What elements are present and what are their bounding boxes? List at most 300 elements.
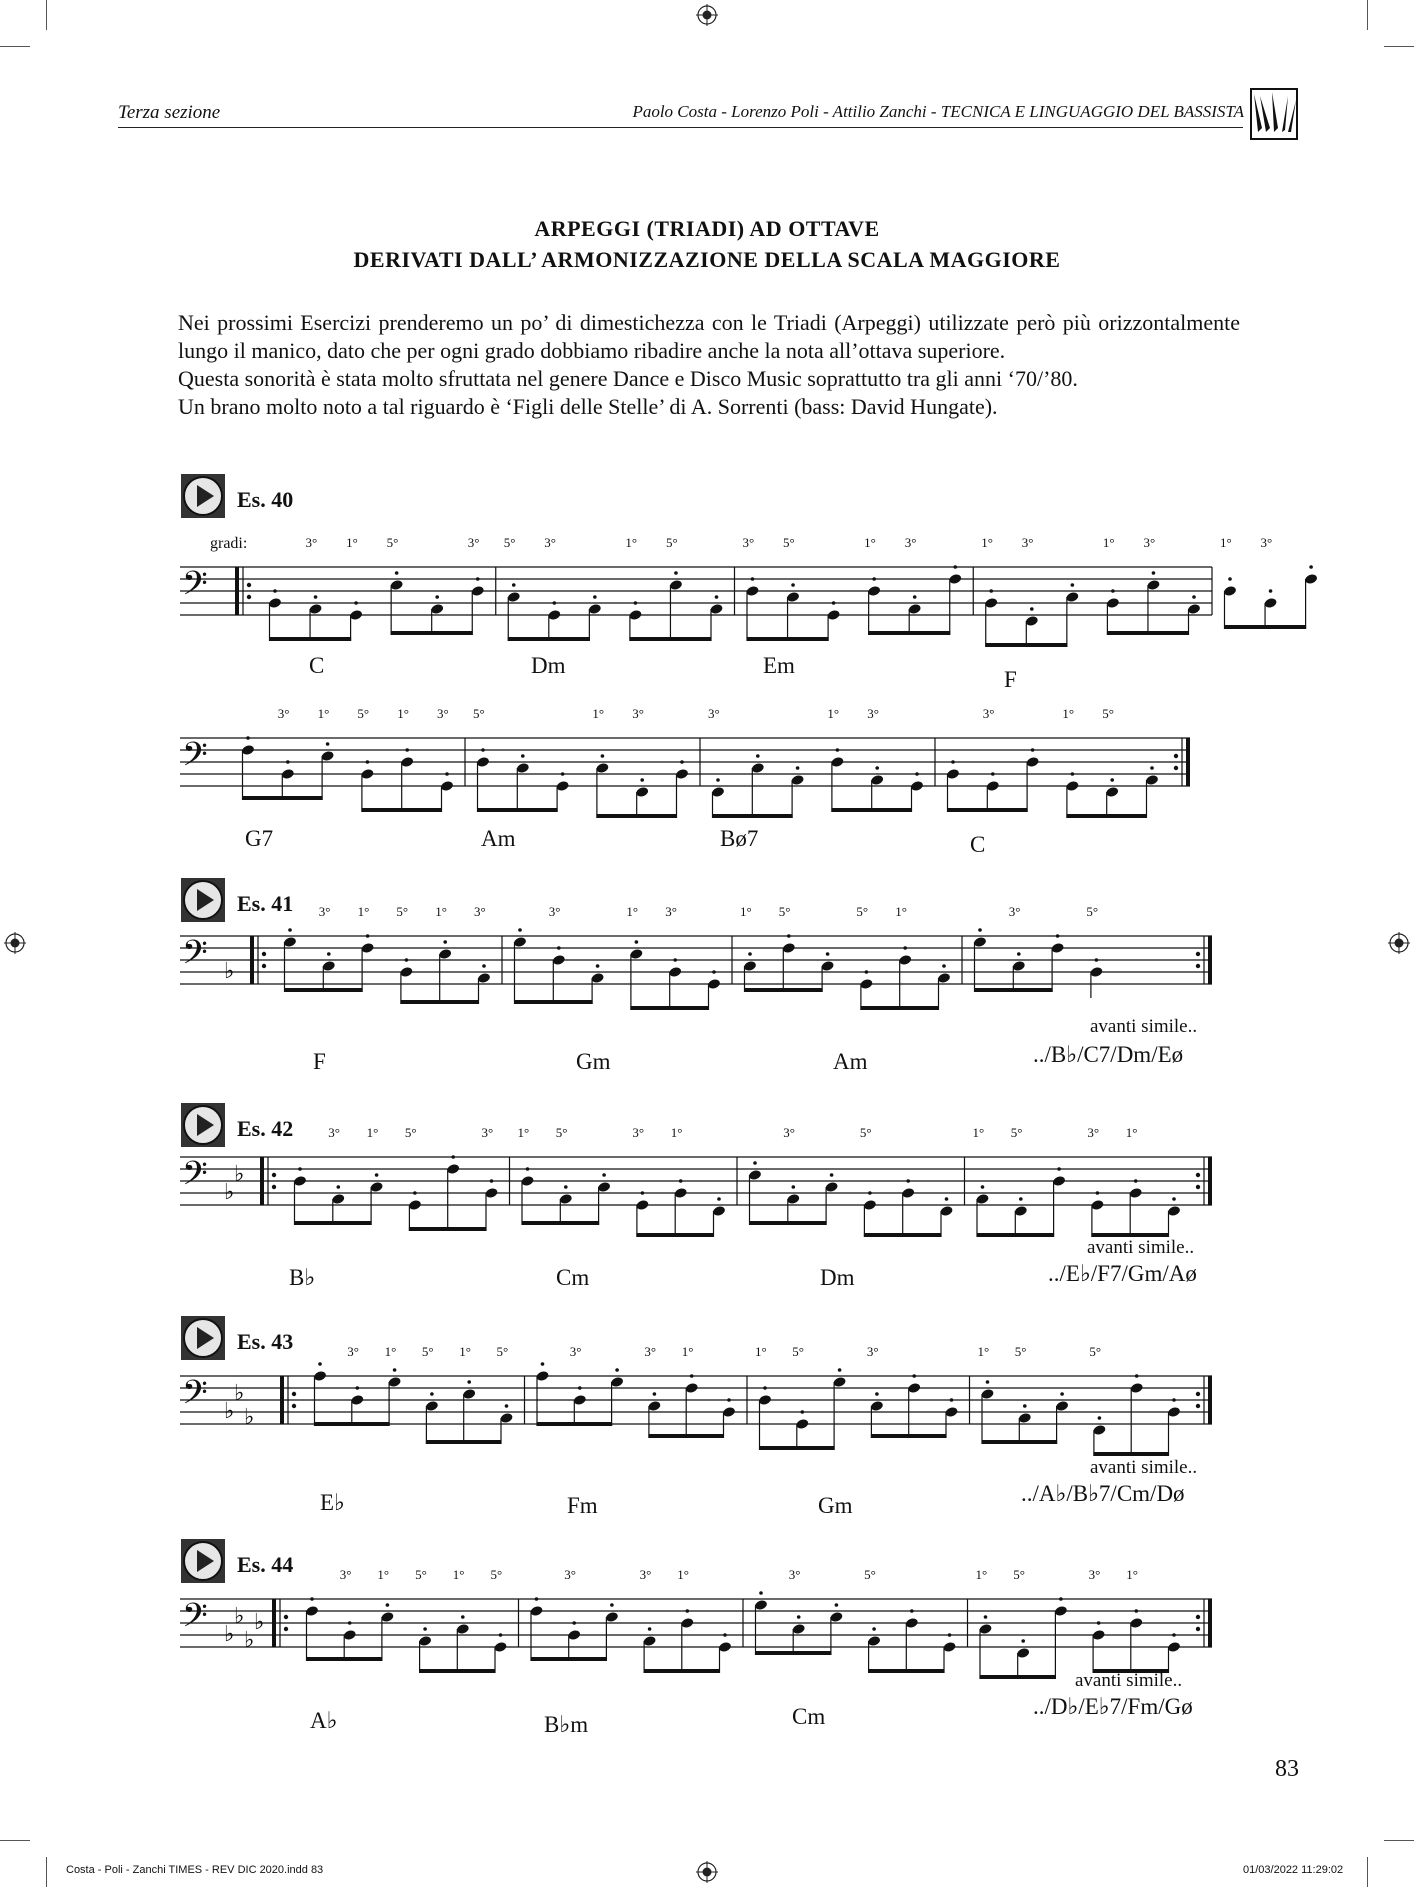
staccato-dot bbox=[314, 595, 318, 599]
staccato-dot bbox=[912, 1374, 916, 1378]
degree-label: 3° bbox=[632, 706, 644, 721]
staccato-dot bbox=[467, 1380, 471, 1384]
repeat-dot bbox=[272, 1173, 276, 1177]
staccato-dot bbox=[991, 772, 995, 776]
staccato-dot bbox=[716, 778, 720, 782]
beam bbox=[391, 631, 473, 635]
beam bbox=[409, 1227, 487, 1231]
repeat-dot bbox=[1196, 1627, 1200, 1631]
staccato-dot bbox=[288, 928, 292, 932]
beam bbox=[871, 1434, 947, 1438]
staccato-dot bbox=[1030, 607, 1034, 611]
repeat-dot bbox=[262, 964, 266, 968]
staccato-dot bbox=[318, 1362, 322, 1366]
staccato-dot bbox=[981, 1185, 985, 1189]
degree-label: 3° bbox=[1143, 535, 1156, 550]
staccato-dot bbox=[679, 1179, 683, 1183]
staccato-dot bbox=[838, 1368, 842, 1372]
crop-mark bbox=[1384, 1840, 1414, 1841]
staccato-dot bbox=[801, 1410, 805, 1414]
staccato-dot bbox=[872, 1627, 876, 1631]
degree-label: 1° bbox=[864, 535, 876, 550]
degree-label: 1° bbox=[977, 1344, 990, 1359]
degree-label: 5° bbox=[357, 706, 370, 721]
music-staff bbox=[180, 1127, 1230, 1227]
exercise-label: Es. 42 bbox=[237, 1116, 294, 1141]
degree-label: 3° bbox=[783, 1125, 796, 1140]
repeat-dot bbox=[1196, 1615, 1200, 1619]
staccato-dot bbox=[386, 1603, 390, 1607]
beam bbox=[747, 637, 829, 641]
staccato-dot bbox=[953, 565, 957, 569]
staccato-dot bbox=[337, 1185, 341, 1189]
staccato-dot bbox=[1098, 1416, 1102, 1420]
repeat-dot bbox=[284, 1627, 288, 1631]
exercise-label: Es. 40 bbox=[237, 487, 294, 512]
key-flat-icon: ♭ bbox=[244, 1628, 255, 1653]
staccato-dot bbox=[727, 1398, 731, 1402]
staccato-dot bbox=[950, 1398, 954, 1402]
degree-label: 1° bbox=[397, 706, 409, 721]
chord-symbol: Em bbox=[763, 653, 795, 678]
chord-symbol: F bbox=[1004, 667, 1017, 692]
staccato-dot bbox=[430, 1392, 434, 1396]
chord-progression: ../B♭/C7/Dm/Eø bbox=[1033, 1042, 1184, 1067]
degree-label: 1° bbox=[452, 1567, 465, 1582]
print-slug-date: 01/03/2022 11:29:02 bbox=[1243, 1864, 1344, 1876]
staccato-dot bbox=[1057, 1167, 1061, 1171]
beam bbox=[712, 814, 793, 818]
staccato-dot bbox=[796, 766, 800, 770]
staccato-dot bbox=[915, 772, 919, 776]
staccato-dot bbox=[875, 1392, 879, 1396]
staccato-dot bbox=[578, 1386, 582, 1390]
bass-clef-icon: 𝄢 bbox=[182, 565, 208, 611]
repeat-end-thick-bar bbox=[1208, 936, 1212, 984]
staccato-dot bbox=[1095, 958, 1099, 962]
staccato-dot bbox=[405, 958, 409, 962]
staccato-dot bbox=[748, 952, 752, 956]
degree-label: 3° bbox=[437, 706, 449, 721]
staccato-dot bbox=[481, 748, 485, 752]
degree-label: 3° bbox=[904, 535, 917, 550]
intro-text bbox=[178, 309, 1240, 421]
beam bbox=[1066, 814, 1147, 818]
staccato-dot bbox=[354, 601, 358, 605]
degree-label: 5° bbox=[490, 1567, 503, 1582]
intro-paragraph-1: Nei prossimi Esercizi prenderemo un po’ di dimestichezza con le Triadi (Arpeggi) utilizzate però più orizzontalmente lungo il manico, dato che per ogni grado dobbiamo ribadire anche la nota all’ottava superiore. bbox=[178, 310, 1240, 363]
degree-label: 1° bbox=[1062, 706, 1075, 721]
staccato-dot bbox=[1269, 589, 1273, 593]
degree-label: 1° bbox=[625, 535, 638, 550]
degree-label: 3° bbox=[474, 904, 486, 919]
staccato-dot bbox=[751, 577, 755, 581]
degree-label: 5° bbox=[415, 1567, 427, 1582]
crop-mark bbox=[46, 0, 47, 30]
music-staff bbox=[180, 906, 1230, 1006]
repeat-dot bbox=[247, 595, 251, 599]
repeat-dot bbox=[1174, 766, 1178, 770]
degree-label: 1° bbox=[981, 535, 993, 550]
repeat-dot bbox=[1196, 1392, 1200, 1396]
degree-label: 1° bbox=[972, 1125, 985, 1140]
beam bbox=[314, 1422, 390, 1426]
staccato-dot bbox=[903, 946, 907, 950]
repeat-dot bbox=[272, 1185, 276, 1189]
degree-label: 5° bbox=[1086, 904, 1099, 919]
key-flat-icon: ♭ bbox=[224, 1622, 235, 1647]
beam bbox=[596, 814, 677, 818]
staccato-dot bbox=[445, 772, 449, 776]
staccato-dot bbox=[1152, 571, 1156, 575]
degree-label: 5° bbox=[396, 904, 409, 919]
avanti-simile: avanti simile.. bbox=[1090, 1457, 1198, 1478]
repeat-dot bbox=[1196, 964, 1200, 968]
beam bbox=[648, 1434, 724, 1438]
intro-paragraph-2: Questa sonorità è stata molto sfruttata nel genere Dance e Disco Music soprattutto tra gli anni ‘70/’80. bbox=[178, 366, 1078, 391]
repeat-end-thick-bar bbox=[1208, 1376, 1212, 1424]
staccato-dot bbox=[948, 1633, 952, 1637]
beam bbox=[1107, 631, 1189, 635]
staccato-dot bbox=[246, 736, 250, 740]
degree-label: 5° bbox=[496, 1344, 509, 1359]
staccato-dot bbox=[1071, 583, 1075, 587]
repeat-dot bbox=[1196, 1185, 1200, 1189]
crop-mark bbox=[0, 1840, 30, 1841]
beam bbox=[759, 1446, 835, 1450]
beam bbox=[755, 1651, 831, 1655]
beam bbox=[982, 1440, 1058, 1444]
repeat-dot bbox=[1196, 952, 1200, 956]
degree-label: 3° bbox=[708, 706, 720, 721]
beam bbox=[980, 1675, 1056, 1679]
staccato-dot bbox=[476, 577, 480, 581]
staccato-dot bbox=[1110, 778, 1114, 782]
staccato-dot bbox=[826, 952, 830, 956]
bass-clef-icon: 𝄢 bbox=[182, 1155, 208, 1201]
staccato-dot bbox=[1097, 1621, 1101, 1625]
staccato-dot bbox=[1228, 577, 1232, 581]
degree-label: 1° bbox=[755, 1344, 767, 1359]
staccato-dot bbox=[913, 595, 917, 599]
staccato-dot bbox=[723, 1633, 727, 1637]
degree-label: 1° bbox=[681, 1344, 694, 1359]
staccato-dot bbox=[787, 934, 791, 938]
staccato-dot bbox=[865, 970, 869, 974]
beam bbox=[477, 808, 558, 812]
degree-label: 3° bbox=[867, 706, 879, 721]
page-title-line2: DERIVATI DALL’ ARMONIZZAZIONE DELLA SCALA MAGGIORE bbox=[353, 247, 1061, 272]
repeat-start-thick-bar bbox=[250, 936, 254, 984]
degree-label: 3° bbox=[639, 1567, 652, 1582]
beam bbox=[426, 1440, 502, 1444]
degree-label: 3° bbox=[1021, 535, 1034, 550]
repeat-start-thick-bar bbox=[235, 567, 239, 615]
degree-label: 3° bbox=[318, 904, 331, 919]
staccato-dot bbox=[712, 970, 716, 974]
degree-label: 1° bbox=[357, 904, 370, 919]
repeat-end-thick-bar bbox=[1186, 738, 1190, 786]
staccato-dot bbox=[640, 778, 644, 782]
degree-label: 5° bbox=[665, 535, 678, 550]
staccato-dot bbox=[945, 1197, 949, 1201]
staccato-dot bbox=[942, 964, 946, 968]
crop-mark bbox=[1367, 0, 1368, 30]
degree-label: 1° bbox=[740, 904, 752, 919]
staccato-dot bbox=[715, 595, 719, 599]
beam bbox=[868, 1669, 944, 1673]
repeat-end-thick-bar bbox=[1208, 1157, 1212, 1205]
degree-label: 1° bbox=[895, 904, 907, 919]
degree-label: 1° bbox=[1125, 1125, 1138, 1140]
degree-label: 3° bbox=[467, 535, 480, 550]
beam bbox=[974, 988, 1053, 992]
degree-label: 5° bbox=[859, 1125, 872, 1140]
staccato-dot bbox=[375, 1173, 379, 1177]
beam bbox=[242, 796, 323, 800]
exercise-label: Es. 41 bbox=[237, 891, 294, 916]
beam bbox=[860, 1006, 939, 1010]
staccato-dot bbox=[310, 1597, 314, 1601]
header-rule bbox=[118, 127, 1243, 128]
crop-mark bbox=[1367, 1857, 1368, 1887]
degree-label: 5° bbox=[386, 535, 399, 550]
beam bbox=[400, 1000, 479, 1004]
degree-label: 3° bbox=[1260, 535, 1273, 550]
crop-mark bbox=[46, 1857, 47, 1887]
play-audio-icon[interactable] bbox=[181, 474, 225, 518]
degree-label: 5° bbox=[856, 904, 869, 919]
degree-label: 1° bbox=[346, 535, 358, 550]
staccato-dot bbox=[753, 1161, 757, 1165]
staccato-dot bbox=[680, 760, 684, 764]
staccato-dot bbox=[690, 1374, 694, 1378]
exercise-label: Es. 44 bbox=[237, 1552, 294, 1577]
print-slug-file: Costa - Poli - Zanchi TIMES - REV DIC 2020.indd 83 bbox=[66, 1864, 324, 1876]
registration-mark-icon bbox=[4, 932, 26, 954]
chord-symbol: B♭ bbox=[289, 1265, 316, 1290]
staccato-dot bbox=[615, 1368, 619, 1372]
staccato-dot bbox=[1150, 766, 1154, 770]
staccato-dot bbox=[1134, 1179, 1138, 1183]
registration-mark-icon bbox=[1388, 932, 1410, 954]
staccato-dot bbox=[561, 772, 565, 776]
degree-label: 3° bbox=[1008, 904, 1021, 919]
degree-label: 5° bbox=[473, 706, 485, 721]
degree-label: 1° bbox=[459, 1344, 471, 1359]
staccato-dot bbox=[593, 595, 597, 599]
exercise-label: Es. 43 bbox=[237, 1329, 294, 1354]
beam bbox=[985, 643, 1067, 647]
beam bbox=[629, 637, 711, 641]
key-flat-icon: ♭ bbox=[244, 1405, 255, 1430]
chord-progression: ../A♭/B♭7/Cm/Dø bbox=[1021, 1481, 1185, 1506]
degree-label: 3° bbox=[788, 1567, 801, 1582]
degree-label: 3° bbox=[339, 1567, 352, 1582]
staccato-dot bbox=[518, 928, 522, 932]
beam bbox=[1093, 1452, 1169, 1456]
staccato-dot bbox=[461, 1615, 465, 1619]
degree-label: 5° bbox=[1089, 1344, 1102, 1359]
degree-label: 1° bbox=[317, 706, 330, 721]
music-staff bbox=[180, 708, 1230, 808]
beam bbox=[644, 1669, 720, 1673]
degree-label: 1° bbox=[677, 1567, 690, 1582]
staccato-dot bbox=[366, 760, 370, 764]
chord-symbol: Cm bbox=[556, 1265, 590, 1290]
staccato-dot bbox=[759, 1591, 763, 1595]
beam bbox=[744, 988, 823, 992]
key-flat-icon: ♭ bbox=[234, 1381, 245, 1406]
staccato-dot bbox=[499, 1633, 503, 1637]
staccato-dot bbox=[1172, 1633, 1176, 1637]
degree-label: 5° bbox=[503, 535, 516, 550]
beam bbox=[284, 988, 363, 992]
staccato-dot bbox=[327, 952, 331, 956]
beam bbox=[508, 637, 590, 641]
degree-label: 1° bbox=[827, 706, 840, 721]
staccato-dot bbox=[298, 1167, 302, 1171]
staccato-dot bbox=[951, 760, 955, 764]
staccato-dot bbox=[564, 1185, 568, 1189]
chord-symbol: E♭ bbox=[320, 1490, 345, 1515]
beam bbox=[294, 1221, 372, 1225]
staccato-dot bbox=[792, 1185, 796, 1189]
degree-label: 3° bbox=[277, 706, 290, 721]
chord-progression: ../E♭/F7/Gm/Aø bbox=[1048, 1261, 1197, 1286]
staccato-dot bbox=[405, 748, 409, 752]
staccato-dot bbox=[505, 1404, 509, 1408]
chord-symbol: Gm bbox=[576, 1049, 611, 1074]
staccato-dot bbox=[978, 928, 982, 932]
running-header-book: Paolo Costa - Lorenzo Poli - Attilio Zanchi - TECNICA E LINGUAGGIO DEL BASSISTA bbox=[632, 102, 1244, 121]
staccato-dot bbox=[717, 1197, 721, 1201]
chord-symbol: Cm bbox=[792, 1704, 826, 1729]
staccato-dot bbox=[984, 1615, 988, 1619]
degree-label: 5° bbox=[1014, 1344, 1027, 1359]
staccato-dot bbox=[526, 1167, 530, 1171]
beam bbox=[361, 808, 442, 812]
degree-label: 3° bbox=[665, 904, 677, 919]
avanti-simile: avanti simile.. bbox=[1087, 1237, 1195, 1258]
staccato-dot bbox=[763, 1386, 767, 1390]
music-staff bbox=[180, 535, 1273, 637]
beam bbox=[269, 637, 351, 641]
beam bbox=[514, 1000, 593, 1004]
degree-label: 1° bbox=[592, 706, 605, 721]
staccato-dot bbox=[1071, 772, 1075, 776]
chord-progression: ../D♭/E♭7/Fm/Gø bbox=[1033, 1694, 1193, 1719]
staccato-dot bbox=[989, 589, 993, 593]
key-flat-icon: ♭ bbox=[234, 1162, 245, 1187]
bass-clef-icon: 𝄢 bbox=[182, 1597, 208, 1643]
degree-label: 1° bbox=[435, 904, 447, 919]
publisher-logo-icon bbox=[1250, 88, 1298, 140]
degree-label: 1° bbox=[384, 1344, 397, 1359]
degree-label: 5° bbox=[1013, 1567, 1025, 1582]
staccato-dot bbox=[557, 946, 561, 950]
staccato-dot bbox=[832, 601, 836, 605]
music-staff bbox=[180, 1346, 1230, 1446]
staccato-dot bbox=[791, 583, 795, 587]
registration-mark-icon bbox=[696, 1861, 718, 1883]
repeat-dot bbox=[1196, 1173, 1200, 1177]
chord-symbol: C bbox=[309, 653, 325, 678]
chord-symbol: Gm bbox=[818, 1493, 853, 1518]
degree-label: 5° bbox=[1010, 1125, 1023, 1140]
repeat-dot bbox=[292, 1404, 296, 1408]
chord-symbol: F bbox=[313, 1049, 326, 1074]
staccato-dot bbox=[653, 1392, 657, 1396]
degree-label: 3° bbox=[481, 1125, 494, 1140]
beam bbox=[636, 1233, 714, 1237]
beam bbox=[749, 1221, 827, 1225]
staccato-dot bbox=[1172, 1398, 1176, 1402]
degree-label: 3° bbox=[632, 1125, 645, 1140]
degree-label: 5° bbox=[404, 1125, 417, 1140]
beam bbox=[977, 1233, 1055, 1237]
key-flat-icon: ♭ bbox=[224, 959, 235, 984]
beam bbox=[864, 1233, 942, 1237]
staccato-dot bbox=[1021, 1639, 1025, 1643]
beam bbox=[419, 1669, 495, 1673]
beam bbox=[947, 808, 1028, 812]
staccato-dot bbox=[601, 754, 605, 758]
staccato-dot bbox=[1023, 1404, 1027, 1408]
chord-symbol: C bbox=[970, 832, 986, 857]
beam bbox=[630, 1006, 709, 1010]
degree-label: 1° bbox=[517, 1125, 530, 1140]
intro-paragraph-3: Un brano molto noto a tal riguardo è ‘Figli delle Stelle’ di A. Sorrenti (bass: David Hungate). bbox=[178, 394, 998, 419]
staccato-dot bbox=[326, 742, 330, 746]
avanti-simile: avanti simile.. bbox=[1075, 1670, 1183, 1691]
staccato-dot bbox=[553, 601, 557, 605]
staccato-dot bbox=[835, 1603, 839, 1607]
key-flat-icon: ♭ bbox=[234, 1604, 245, 1629]
chord-symbol: B♭m bbox=[544, 1712, 589, 1737]
staccato-dot bbox=[356, 1386, 360, 1390]
repeat-dot bbox=[292, 1392, 296, 1396]
degree-label: 3° bbox=[347, 1344, 360, 1359]
staccato-dot bbox=[512, 583, 516, 587]
staccato-dot bbox=[1309, 565, 1313, 569]
beam bbox=[522, 1221, 600, 1225]
staccato-dot bbox=[366, 934, 370, 938]
repeat-dot bbox=[262, 952, 266, 956]
degree-label: 3° bbox=[544, 535, 557, 550]
staccato-dot bbox=[875, 766, 879, 770]
degree-label: 5° bbox=[555, 1125, 568, 1140]
gradi-label: gradi: bbox=[210, 535, 248, 552]
degree-label: 3° bbox=[328, 1125, 341, 1140]
staccato-dot bbox=[673, 958, 677, 962]
staccato-dot bbox=[906, 1179, 910, 1183]
staccato-dot bbox=[1096, 1191, 1100, 1195]
staccato-dot bbox=[1056, 934, 1060, 938]
page-title-line1: ARPEGGI (TRIADI) AD OTTAVE bbox=[534, 216, 880, 241]
registration-mark-icon bbox=[696, 4, 718, 26]
staccato-dot bbox=[1060, 1392, 1064, 1396]
degree-label: 3° bbox=[569, 1344, 582, 1359]
staccato-dot bbox=[641, 1191, 645, 1195]
chord-symbol: Am bbox=[833, 1049, 868, 1074]
chord-symbol: Dm bbox=[531, 653, 566, 678]
repeat-dot bbox=[284, 1615, 288, 1619]
staccato-dot bbox=[541, 1362, 545, 1366]
staccato-dot bbox=[286, 760, 290, 764]
degree-label: 3° bbox=[866, 1344, 879, 1359]
repeat-dot bbox=[1174, 754, 1178, 758]
